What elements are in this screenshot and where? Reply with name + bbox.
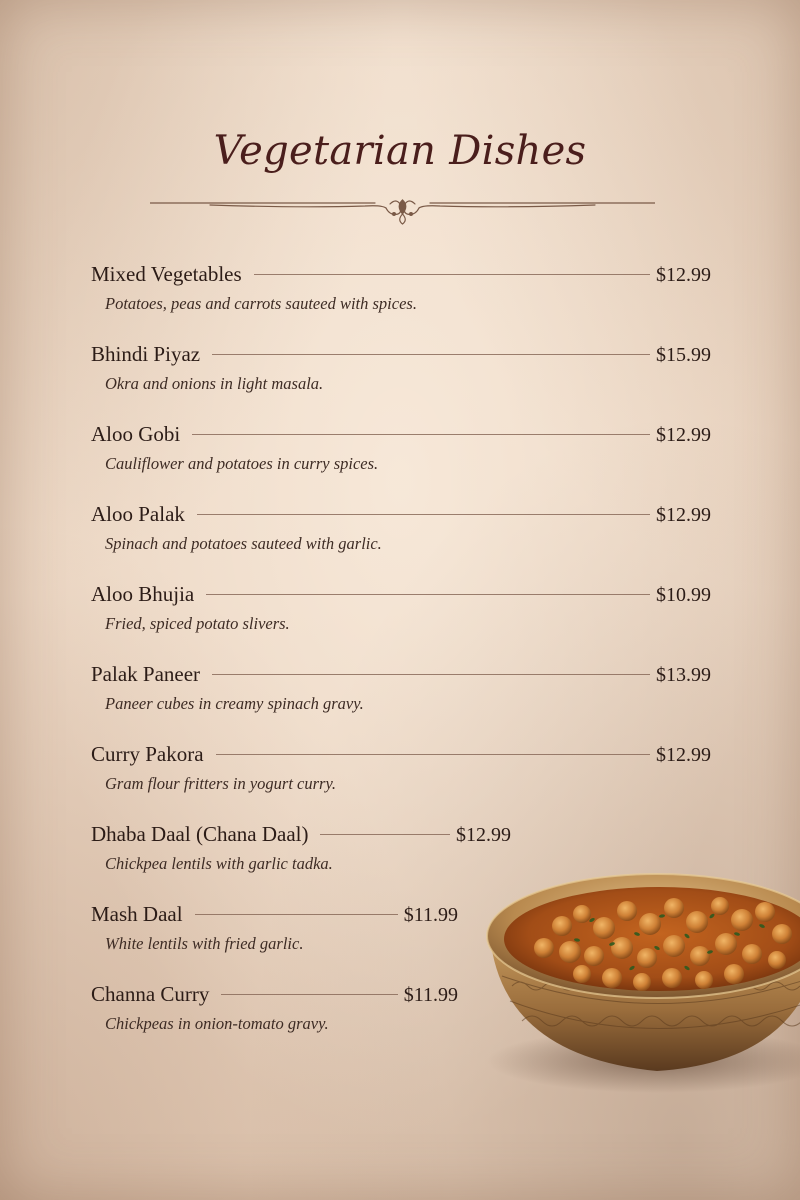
dotted-leader: [216, 754, 650, 755]
item-description: Chickpeas in onion-tomato gravy.: [105, 1014, 329, 1033]
menu-item: [91, 262, 711, 342]
item-description: Gram flour fritters in yogurt curry.: [105, 774, 337, 793]
dotted-leader: [221, 994, 397, 995]
flourish-divider: [150, 192, 655, 228]
item-name: Aloo Palak: [91, 502, 185, 526]
menu-item-row: [91, 422, 711, 448]
dotted-leader: [197, 514, 650, 515]
item-price: $12.99: [656, 744, 711, 766]
menu-item: [91, 342, 711, 422]
item-price: $13.99: [656, 664, 711, 686]
item-name: Curry Pakora: [91, 742, 204, 766]
dotted-leader: [212, 354, 650, 355]
dotted-leader: [254, 274, 650, 275]
dotted-leader: [195, 914, 398, 915]
item-price: $12.99: [656, 424, 711, 446]
menu-item-row: [91, 502, 711, 528]
menu-item: [91, 502, 711, 582]
item-name: Aloo Bhujia: [91, 582, 195, 606]
item-description: Potatoes, peas and carrots sauteed with spices.: [105, 294, 417, 313]
item-description: Spinach and potatoes sauteed with garlic.: [105, 534, 382, 553]
dotted-leader: [206, 594, 650, 595]
item-description: Okra and onions in light masala.: [105, 374, 324, 393]
item-name: Bhindi Piyaz: [91, 342, 201, 366]
menu-item-row: [91, 902, 458, 928]
item-price: $12.99: [456, 824, 511, 846]
item-description: Paneer cubes in creamy spinach gravy.: [105, 694, 364, 713]
item-description: Fried, spiced potato slivers.: [105, 614, 290, 633]
item-name: Aloo Gobi: [91, 422, 181, 446]
item-name: Mixed Vegetables: [91, 262, 242, 286]
menu-item: [91, 662, 711, 742]
item-name: Palak Paneer: [91, 662, 201, 686]
menu-item-row: [91, 342, 711, 368]
page-title: Vegetarian Dishes: [213, 128, 587, 174]
dotted-leader: [192, 434, 650, 435]
item-description: Chickpea lentils with garlic tadka.: [105, 854, 333, 873]
menu-item: [91, 582, 711, 662]
item-price: $12.99: [656, 264, 711, 286]
item-price: $10.99: [656, 584, 711, 606]
menu-item-row: [91, 662, 711, 688]
item-name: Dhaba Daal (Chana Daal): [91, 822, 309, 846]
menu-item-row: [91, 582, 711, 608]
item-price: $11.99: [403, 904, 458, 926]
menu-item-row: [91, 982, 458, 1008]
dotted-leader: [212, 674, 650, 675]
item-description: White lentils with fried garlic.: [105, 934, 304, 953]
item-name: Mash Daal: [91, 902, 183, 926]
menu-item-row: [91, 822, 511, 848]
item-price: $11.99: [403, 984, 458, 1006]
item-price: $12.99: [656, 504, 711, 526]
menu-item-row: [91, 262, 711, 288]
dotted-leader: [320, 834, 450, 835]
item-description: Cauliflower and potatoes in curry spices.: [105, 454, 379, 473]
menu-item: [91, 742, 711, 822]
curry-bowl-image: [482, 856, 800, 1096]
item-price: $15.99: [656, 344, 711, 366]
menu-item-row: [91, 742, 711, 768]
menu-item: [91, 422, 711, 502]
item-name: Channa Curry: [91, 982, 210, 1006]
